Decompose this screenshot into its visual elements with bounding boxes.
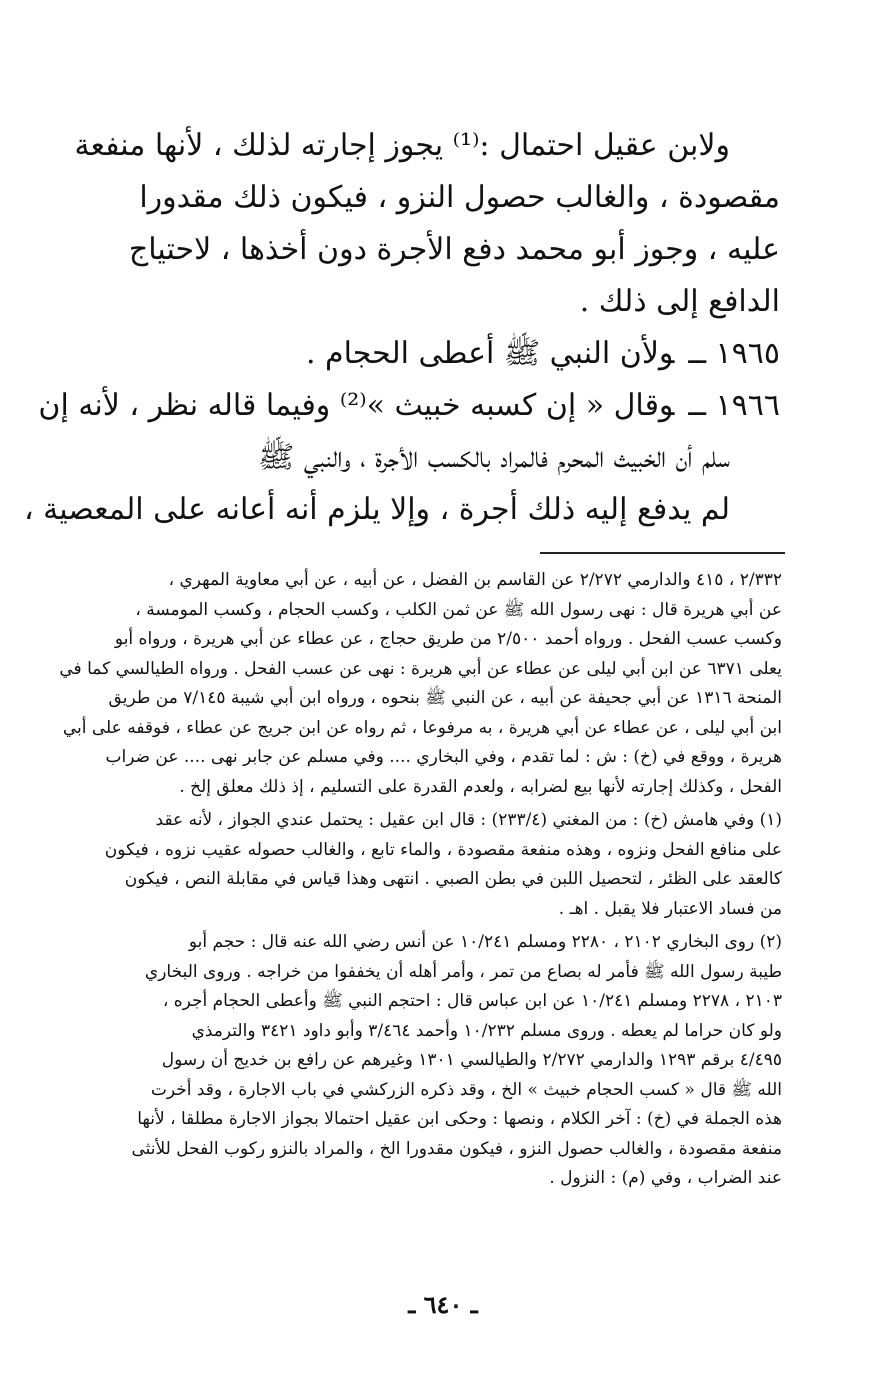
footnote-line: يعلى ٦٣٧١ عن ابن أبي ليلى عن عطاء عن أبي هريرة : نهى عن عسب الفحل . ورواه الطيالسي كما في — [59, 658, 782, 679]
paragraph-line: ولابن عقيل احتمال :⁽¹⁾ يجوز إجارته لذلك ، لأنها منفعة — [74, 128, 730, 163]
paragraph-text: ولأن النبي ﷺ أعطى الحجام . — [305, 336, 675, 371]
footnote-line: عن أبي هريرة قال : نهى رسول الله ﷺ عن ثمن الكلب ، وكسب الحجام ، وكسب المومسة ، — [135, 599, 782, 620]
footnote-1-line: من فساد الاعتبار فلا يقبل . اهـ . — [558, 898, 782, 919]
footnotes — [59, 566, 782, 1194]
footnote-line: وكسب عسب الفحل . ورواه أحمد ٢/٥٠٠ من طريق حجاج ، عن عطاء عن أبي هريرة ، ورواه أبو — [114, 629, 782, 649]
footnote-2-line: عند الضراب ، وفي (م) : النزول . — [549, 1168, 782, 1188]
footnote-line: ابن أبي ليلى ، عن عطاء عن أبي هريرة ، به مرفوعا ، ثم رواه عن ابن جريج عن عطاء ، فوقفه على أبي — [62, 717, 782, 738]
footnote-line: المنحة ١٣١٦ عن أبي جحيفة عن أبيه ، عن النبي ﷺ بنحوه ، ورواه ابن أبي شيبة ٧/١٤٥ من طريق — [108, 688, 782, 708]
paragraph-line: سلم أن الخبيث المحرم فالمراد بالكسب الأجرة ، والنبي ﷺ — [258, 440, 730, 475]
paragraph-line: مقصودة ، والغالب حصول النزو ، فيكون ذلك مقدورا — [139, 180, 780, 215]
main-text — [23, 120, 780, 536]
footnote-2-line: الله ﷺ قال « كسب الحجام خبيث » الخ ، وقد ذكره الزركشي في باب الاجارة ، وقد أخرت — [150, 1079, 782, 1100]
footnote-1-line: كالعقد على الظئر ، لتحصيل اللبن في بطن الصبي . انتهى وهذا قياس في مقابلة النص ، فيكون — [124, 869, 782, 889]
footnote-2-line: منفعة مقصودة ، والغالب حصول النزو ، فيكون مقدورا الخ ، والمراد بالنزو ركوب الفحل للأنثى — [131, 1138, 782, 1159]
footnote-line: هريرة ، ووقع في (خ) : ش : لما تقدم ، وفي البخاري .... وفي مسلم عن جابر نهى .... عن ضراب — [105, 747, 782, 767]
footnote-1-line: على منافع الفحل ونزوه ، وهذه منفعة مقصودة ، والماء تابع ، والغالب حصوله عقيب نزوه ، فيكون — [104, 839, 782, 860]
paragraph-line: الدافع إلى ذلك . — [579, 284, 780, 319]
paragraph-number: ١٩٦٦ ــ — [688, 388, 780, 423]
paragraph-text: وقال « إن كسبه خبيث »⁽²⁾ وفيما قاله نظر ، لأنه إن — [38, 388, 675, 423]
paragraph-number: ١٩٦٥ ــ — [688, 336, 780, 371]
footnote-line: الفحل ، وكذلك إجارته لأنها بيع لضرابه ، ولعدم القدرة على التسليم ، إذ ذلك معلق إلخ . — [179, 776, 782, 797]
paragraph-line: لم يدفع إليه ذلك أجرة ، وإلا يلزم أنه أعانه على المعصية ، — [23, 492, 730, 527]
footnote-divider — [540, 552, 785, 554]
footnote-2-line: ٤/٤٩٥ برقم ١٢٩٣ والدارمي ٢/٢٧٢ والطيالسي ١٣٠١ وغيرهم عن رافع بن خديج أن رسول — [161, 1050, 782, 1070]
footnote-line: ٢/٣٣٢ ، ٤١٥ والدارمي ٢/٢٧٢ عن القاسم بن الفضل ، عن أبيه ، عن أبي معاوية المهري ، — [168, 570, 782, 590]
footnote-2-line: (٢) روى البخاري ٢١٠٢ ، ٢٢٨٠ ومسلم ١٠/٢٤١ عن أنس رضي الله عنه قال : حجم أبو — [188, 932, 782, 952]
numbered-paragraph-1966 — [38, 380, 780, 432]
footnote-2-line: هذه الجملة في (خ) : آخر الكلام ، ونصها : وحكى ابن عقيل احتمالا بجواز الاجارة مطلقا ، لأنها — [137, 1109, 782, 1129]
footnote-2-line: طيبة رسول الله ﷺ فأمر له بصاع من تمر ، وأمر أهله أن يخففوا من خراجه . وروى البخاري — [144, 961, 782, 982]
numbered-paragraph-1965 — [80, 328, 780, 380]
paragraph-line: عليه ، وجوز أبو محمد دفع الأجرة دون أخذها ، لاحتياج — [128, 232, 780, 267]
footnote-2-line: ٢١٠٣ ، ٢٢٧٨ ومسلم ١٠/٢٤١ عن ابن عباس قال : احتجم النبي ﷺ وأعطى الحجام أجره ، — [162, 991, 782, 1011]
footnote-1-line: (١) وفي هامش (خ) : من المغني (٢٣٣/٤) : قال ابن عقيل : يحتمل عندي الجواز ، لأنه عقد — [155, 810, 782, 830]
footnote-2-line: ولو كان حراما لم يعطه . وروى مسلم ١٠/٢٣٢ وأحمد ٣/٤٦٤ وأبو داود ٣٤٢١ والترمذي — [191, 1020, 782, 1041]
page-number: ـ ٦٤٠ ـ — [408, 1290, 478, 1319]
